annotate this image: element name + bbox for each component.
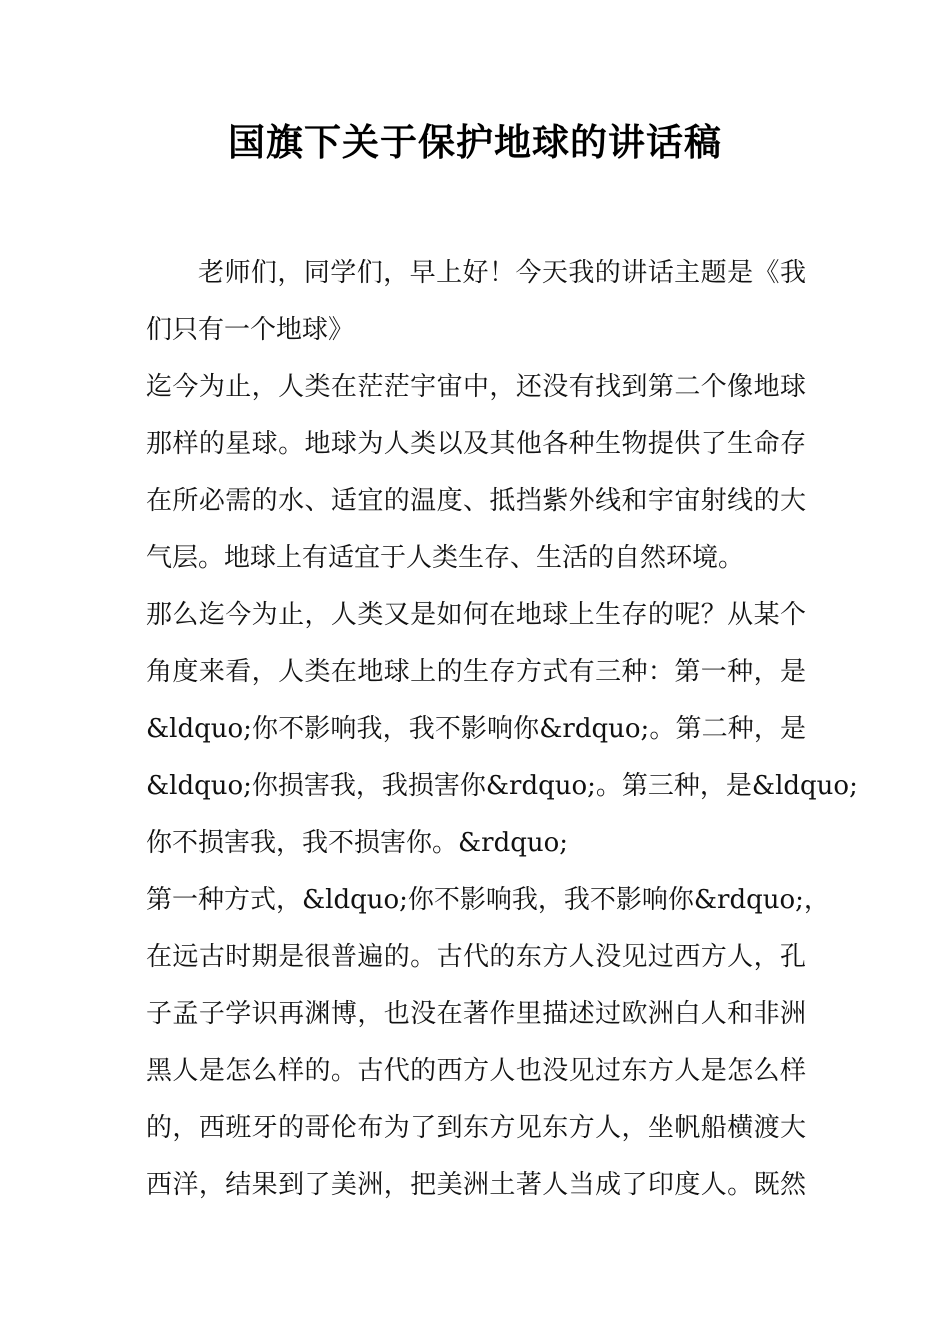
paragraph-line: &ldquo;你损害我，我损害你&rdquo;。第三种，是&ldquo;	[146, 771, 858, 801]
paragraph-line: 迄今为止，人类在茫茫宇宙中，还没有找到第二个像地球	[146, 372, 806, 402]
paragraph-line: 老师们，同学们，早上好！今天我的讲话主题是《我	[198, 258, 806, 288]
paragraph-line: 那么迄今为止，人类又是如何在地球上生存的呢？从某个	[146, 600, 806, 630]
paragraph-line: 在所必需的水、适宜的温度、抵挡紫外线和宇宙射线的大	[146, 486, 806, 516]
paragraph-line: 角度来看，人类在地球上的生存方式有三种：第一种，是	[146, 657, 806, 687]
paragraph-line: 们只有一个地球》	[146, 315, 355, 345]
paragraph-line: &ldquo;你不影响我，我不影响你&rdquo;。第二种，是	[146, 714, 806, 744]
paragraph-line: 那样的星球。地球为人类以及其他各种生物提供了生命存	[146, 429, 806, 459]
paragraph-line: 气层。地球上有适宜于人类生存、生活的自然环境。	[146, 543, 745, 573]
paragraph-line: 你不损害我，我不损害你。&rdquo;	[146, 828, 569, 858]
paragraph-line: 第一种方式，&ldquo;你不影响我，我不影响你&rdquo;，	[146, 885, 830, 915]
paragraph-line: 的，西班牙的哥伦布为了到东方见东方人，坐帆船横渡大	[146, 1113, 806, 1143]
paragraph-line: 在远古时期是很普遍的。古代的东方人没见过西方人，孔	[146, 942, 806, 972]
paragraph-line: 子孟子学识再渊博，也没在著作里描述过欧洲白人和非洲	[146, 999, 806, 1029]
paragraph-line: 黑人是怎么样的。古代的西方人也没见过东方人是怎么样	[146, 1056, 806, 1086]
document-title: 国旗下关于保护地球的讲话稿	[228, 121, 722, 164]
paragraph-line: 西洋，结果到了美洲，把美洲土著人当成了印度人。既然	[146, 1170, 806, 1200]
